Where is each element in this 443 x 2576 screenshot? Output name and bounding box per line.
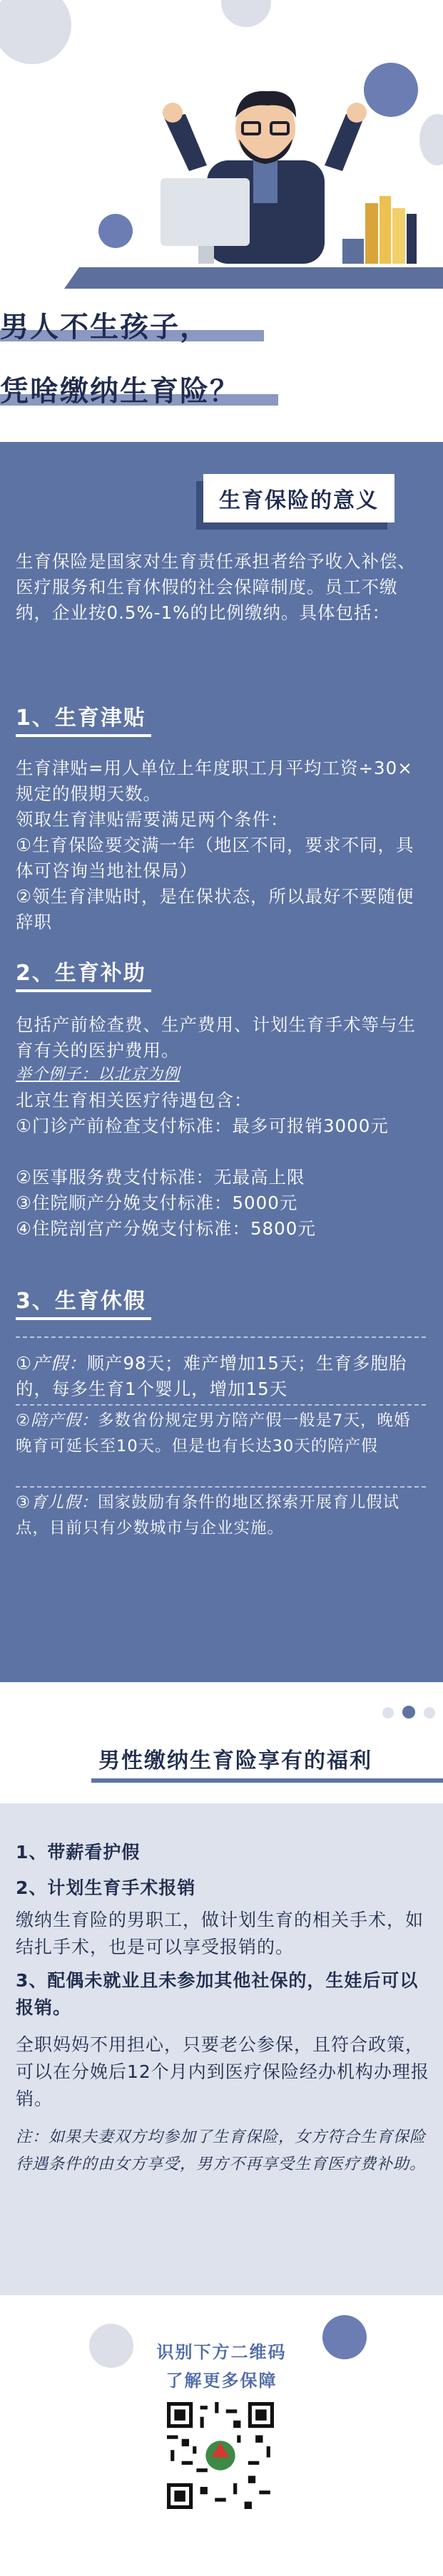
heading-maternity-leave (16, 1283, 146, 1314)
leave-parental (16, 1490, 426, 1541)
subsidy-example: 举个例子：以北京为例 (16, 1066, 180, 1083)
leave-paternity (16, 1408, 426, 1459)
heading-maternity-subsidy (16, 955, 146, 986)
benefits-title-bar (91, 1778, 443, 1783)
heading-text: 3、生育休假 (16, 1289, 146, 1314)
section-title-pill: 生育保险的意义 (203, 474, 394, 522)
leave-paternity-label: ②陪产假： (16, 1411, 98, 1430)
leave-maternity (16, 1351, 426, 1402)
desk-shelf (64, 267, 443, 289)
benefit-3-desc: 全职妈妈不用担心，只要老公参保，且符合政策，可以在分娩后12个月内到医疗保险经办机构办理报销。 (16, 2034, 429, 2109)
subsidy-item-2: ②医事服务费支付标准：无最高上限 (16, 1167, 305, 1187)
subsidy-paragraph: 包括产前检查费、生产费用、计划生育手术等与生育有关的医护费用。 (16, 1014, 416, 1061)
benefits-section (0, 1803, 443, 2295)
subsidy-item-4: ④住院剖宫产分娩支付标准：5800元 (16, 1218, 316, 1239)
allowance-formula: 生育津贴=用人单位上年度职工月平均工资÷30×规定的假期天数。 (16, 758, 413, 804)
footer (0, 2295, 443, 2576)
benefits-title-text: 男性缴纳生育险享有的福利 (98, 1748, 372, 1773)
benefit-2-desc: 缴纳生育险的男职工，做计划生育的相关手术，如结扎手术，也是可以享受报销的。 (16, 1910, 424, 1957)
leave-maternity-text: 顺产98天；难产增加15天；生育多胞胎的，每多生育1个婴儿，增加15天 (16, 1353, 407, 1399)
page-dot (402, 1706, 415, 1719)
page-dot (424, 1707, 435, 1719)
heading-bar (16, 989, 151, 992)
leave-parental-text: 国家鼓励有条件的地区探索开展育儿假试点，目前只有少数城市与企业实施。 (16, 1493, 400, 1537)
benefit-1: 1、带薪看护假 (16, 1842, 141, 1863)
subsidy-item-3: ③住院顺产分娩支付标准：5000元 (16, 1192, 298, 1213)
decor-circle (419, 114, 443, 165)
dashed-divider (16, 1486, 426, 1488)
benefit-3: 3、配偶未就业且未参加其他社保的，生娃后可以报销。 (16, 1970, 419, 2018)
subsidy-item-1: ①门诊产前检查支付标准：最多可报销3000元 (16, 1116, 389, 1136)
decor-circle (221, 0, 271, 27)
insurance-meaning-section (0, 442, 443, 1682)
footer-line2: 了解更多保障 (166, 2371, 277, 2391)
benefit-note: 注：如果夫妻双方均参加了生育保险，女方符合生育保险待遇条件的由女方享受，男方不再享受生育医疗费补助。 (16, 2128, 427, 2173)
leave-paternity-text: 多数省份规定男方陪产假一般是7天，晚婚晚育可延长至10天。但是也有长达30天的陪产假 (16, 1411, 411, 1456)
page-dot (382, 1707, 394, 1719)
benefit-2: 2、计划生育手术报销 (16, 1877, 196, 1898)
footer-line1: 识别下方二维码 (156, 2342, 287, 2362)
dashed-divider (16, 1404, 426, 1406)
subsidy-beijing: 北京生育相关医疗待遇包含： (16, 1090, 253, 1111)
page-title-line1: 男人不生孩子， (0, 311, 210, 344)
allowance-condition-2: ②领生育津贴时，是在保状态，所以最好不要随便辞职 (16, 886, 414, 932)
leave-maternity-label: ①产假： (16, 1353, 87, 1374)
decor-circle (98, 214, 133, 248)
qr-code[interactable] (167, 2402, 274, 2509)
heading-maternity-allowance (16, 700, 146, 731)
dashed-divider (16, 1336, 426, 1338)
allowance-conditions: 领取生育津贴需要满足两个条件： (16, 809, 289, 830)
intro-paragraph: 生育保险是国家对生育责任承担者给予收入补偿、医疗服务和生育休假的社会保障制度。员工不缴纳，企业按0.5%-1%的比例缴纳。具体包括： (16, 551, 416, 623)
heading-text: 1、生育津贴 (16, 706, 146, 731)
heading-text: 2、生育补助 (16, 961, 146, 986)
header-banner (0, 0, 443, 442)
decor-circle (0, 0, 71, 64)
page-title-line2: 凭啥缴纳生育险？ (0, 375, 240, 408)
benefits-section-title (91, 1736, 443, 1783)
man-at-computer-illustration (150, 86, 421, 271)
heading-bar (16, 1317, 151, 1320)
heading-bar (16, 734, 151, 737)
allowance-condition-1: ①生育保险要交满一年（地区不同，要求不同，具体可咨询当地社保局） (16, 835, 414, 881)
leave-parental-label: ③育儿假： (16, 1493, 98, 1512)
